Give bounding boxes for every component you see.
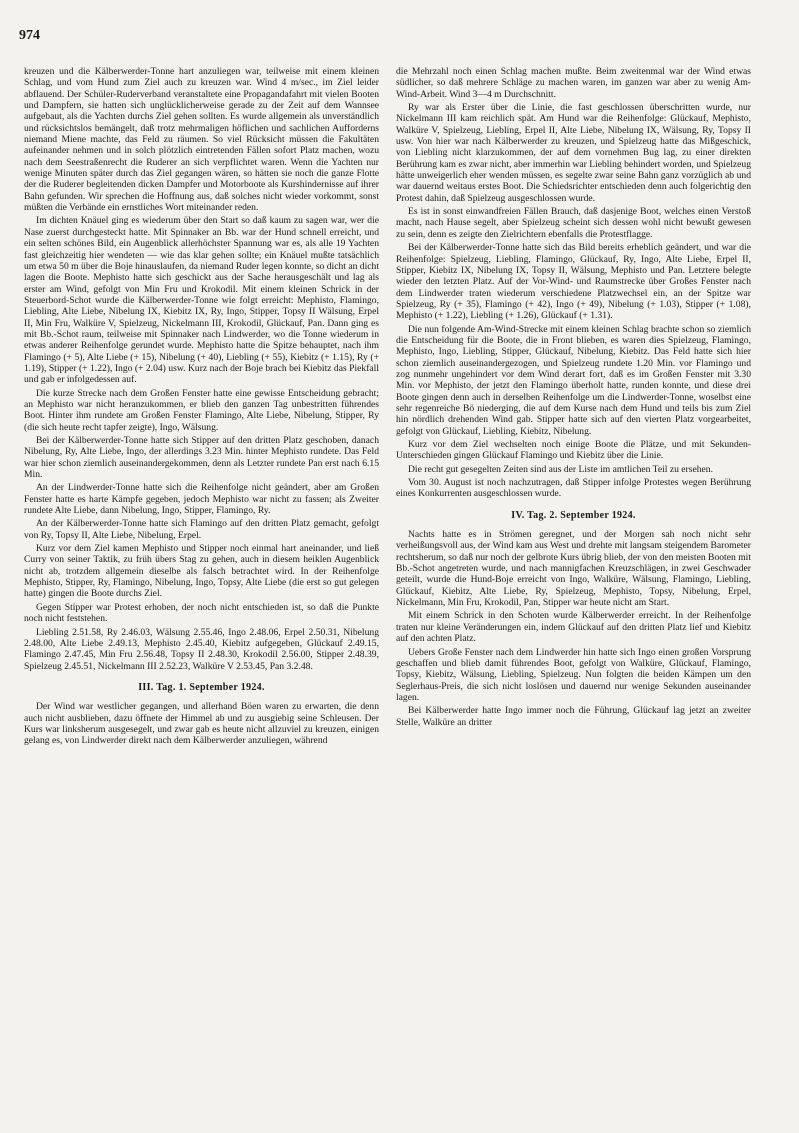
paragraph: Die nun folgende Am-Wind-Strecke mit einem kleinen Schlag brachte schon so ziemlich die Entscheidung für die Boote, die in Front blieben, es waren dies Spielzeug, Flamingo, Mephisto, Ingo, Liebling, Stipper, Glückauf, Nibelung, Kiebitz. Das Feld hatte sich hier schon ziemlich auseinandergezogen, und Spielzeug rundete 1.20 Min. vor Flamingo und zog nunmehr ungehindert vor dem Wind derart fort, daß es im Großen Fenster mit 3.30 Min. vor Mephisto, der jetzt den Flamingo überholt hatte, runden konnte, und diese drei Boote gingen denn auch in derselben Reihenfolge um die Lindwerder-Tonne, woselbst eine sehr regenreiche Bö niederging, die auf dem Kurse nach dem Hund und teils bis zum Ziel hin nördlich drehenden Wind gab. Stipper hatte sich auf den vierten Platz vorgearbeitet, gefolgt von Glückauf, Liebling, Kiebitz, Nibelung. [396, 323, 751, 437]
paragraph: Uebers Große Fenster nach dem Lindwerder hin hatte sich Ingo einen großen Vorsprung geschaffen und blieb damit führendes Boot, gefolgt von Walküre, Glückauf, Flamingo, Topsy, Kiebitz, Wälsung, Liebling, Spielzeug. Nun folgten die beiden Kämpen um den Seglerhaus-Preis, die sich nicht loslösen und dauernd nur wenige Sekunden auseinander lagen. [396, 646, 751, 703]
paragraph: An der Kälberwerder-Tonne hatte sich Flamingo auf den dritten Platz gemacht, gefolgt von Ry, Topsy II, Alte Liebe, Nibelung, Erpel. [24, 518, 379, 541]
paragraph: Kurz vor dem Ziel wechselten noch einige Boote die Plätze, und mit Sekunden-Unterschieden gingen Glückauf Flamingo und Kiebitz über die Linie. [396, 439, 751, 462]
section-heading-day-4: IV. Tag. 2. September 1924. [511, 509, 636, 521]
paragraph: Bei der Kälberwerder-Tonne hatte sich das Bild bereits erheblich geändert, und war die Reihenfolge: Spielzeug, Liebling, Flamingo, Glückauf, Ry, Ingo, Alte Liebe, Erpel II, Stipper, Kiebitz IX, Nibelung IX, Topsy II, Wälsung, Mephisto und Pan. Letztere belegte wieder den letzten Platz. Auf der Vor-Wind- und Raumstrecke über Großes Fenster nach dem Lindwerder traten wiederum verschiedene Platzwechsel ein, an der Spitze war Spielzeug, Ry (+ 35), Flamingo (+ 42), Ingo (+ 49), Nibelung (+ 1.03), Stipper (+ 1.08), Mephisto (+ 1.22), Liebling (+ 1.26), Glückauf (+ 1.31). [396, 242, 751, 322]
paragraph: Vom 30. August ist noch nachzutragen, daß Stipper infolge Protestes wegen Berührung eines Konkurrenten ausgeschlossen wurde. [396, 477, 751, 500]
results-paragraph: Liebling 2.51.58, Ry 2.46.03, Wälsung 2.55.46, Ingo 2.48.06, Erpel 2.50.31, Nibelung 2.48.00, Alte Liebe 2.49.13, Mephisto 2.45.40, Kiebitz aufgegeben, Glückauf 2.49.15, Flamingo 2.47.45, Min Fru 2.56.48, Topsy II 2.48.30, Krokodil 2.56.00, Stipper 2.48.39, Spielzeug 2.45.51, Nickelmann III 2.52.23, Walküre V 2.53.45, Pan 3.2.48. [24, 626, 379, 672]
paragraph: Ry war als Erster über die Linie, die fast geschlossen überschritten wurde, nur Nickelmann III kam reichlich spät. Am Hund war die Reihenfolge: Glückauf, Mephisto, Walküre V, Spielzeug, Liebling, Erpel II, Alte Liebe, Nibelung IX, Wälsung, Ry, Topsy II usw. Von hier war nach Kälberwerder zu kreuzen, und Spielzeug hatte das Mißgeschick, von Liebling nicht klarzukommen, der auf dem vornehmen Bug lag, zu einer direkten Berührung kam es zwar nicht, aber immerhin war Liebling behindert worden, und Spielzeug hätte unweigerlich eher wenden müssen, es segelte zwar seine Bahn ganz vorzüglich ab und war dauernd weitaus erstes Boot. Die Schiedsrichter entschieden denn auch folgerichtig den Protest dahin, daß Spielzeug ausgeschlossen wurde. [396, 102, 751, 204]
left-column [24, 66, 379, 749]
paragraph: Die kurze Strecke nach dem Großen Fenster hatte eine gewisse Entscheidung gebracht; an Mephisto war nicht heranzukommen, er blieb den ganzen Tag unbestritten führendes Boot. Hinter ihm rundete am Großen Fenster Flamingo, Alte Liebe, Nibelung, Stipper, Ry (die sich heute recht tapfer zeigte), Ingo, Wälsung. [24, 387, 379, 433]
right-column [396, 66, 751, 730]
paragraph: Bei der Kälberwerder-Tonne hatte sich Stipper auf den dritten Platz geschoben, danach Nibelung, Ry, Alte Liebe, Ingo, der allerdings 3.23 Min. hinter Mephisto rundete. Das Feld war hier schon ziemlich auseinandergekommen, denn als Letzter rundete Pan erst nach 6.15 Min. [24, 435, 379, 481]
paragraph: Es ist in sonst einwandfreien Fällen Brauch, daß dasjenige Boot, welches einen Verstoß macht, nach Hause segelt, aber Spielzeug scheint sich dessen wohl nicht bewußt gewesen zu sein, denn es zeigte den Zielrichtern ebenfalls die Protestflagge. [396, 206, 751, 240]
paragraph: Nachts hatte es in Strömen geregnet, und der Morgen sah noch nicht sehr verheißungsvoll aus, der Wind kam aus West und drehte mit langsam steigendem Barometer rechtsherum, so daß nur noch der gelbrote Kurs übrig blieb, der von den meisten Booten mit Bb.-Schot angetreten wurde, und nach mannigfachen Kreuzschlägen, in zwei Geschwader geteilt, wurde die Hund-Boje erreicht von Ingo, Walküre, Wälsung, Flamingo, Liebling, Glückauf, Kiebitz, Alte Liebe, Ry, Spielzeug, Mephisto, Topsy, Nibelung, Erpel, Nickelmann, Min Fru, Krokodil, Pan, Stipper war heute nicht am Start. [396, 529, 751, 609]
paragraph: Kurz vor dem Ziel kamen Mephisto und Stipper noch einmal hart aneinander, und ließ Curry von seiner Taktik, zu früh übers Stag zu gehen, auch in diesem heiklen Augenblick nicht ab, trotzdem allgemein dieselbe als falsch betrachtet wird. In der Reihenfolge Mephisto, Stipper, Ry, Flamingo, Nibelung, Ingo, Topsy, Alte Liebe (die erst so gut gelegen hatte) gingen die Boote durchs Ziel. [24, 543, 379, 600]
paragraph: kreuzen und die Kälberwerder-Tonne hart anzuliegen war, teilweise mit einem kleinen Schlag, und vom Hund zum Ziel auch zu kreuzen war. Wind 4 m/sec., im Ziel leider abflauend. Der Schüler-Ruderverband veranstaltete eine Propagandafahrt mit vielen Booten und Dampfern, sie hatten sich unglücklicherweise gerade zu der Zeit auf dem Wannsee aufgebaut, als die Yachten durchs Ziel gehen sollten. Es wurde allgemein als unverständlich und rücksichtslos bemängelt, daß trotz mehrmaligen höflichen und sachlichen Aufforderns niemand Miene machte, das Feld zu räumen. So viel Rücksicht müssen die Fakultäten aufeinander nehmen und in solch plötzlich eintretenden Fällen sofort Platz machen, wozu nach dem Seestraßenrecht die Ruderer an sich verpflichtet waren. Wenn die Yachten nur wenige Minuten später durch das Ziel gegangen wären, so hätten sie noch die ganze Flotte der die Ruderer begleitenden dicken Dampfer und Motorboote als Kurshindernisse auf ihrer Bahn gefunden. Wir sprechen die Hoffnung aus, daß solches nicht wieder vorkommt, sonst müßten die Verbände ein ernstliches Wort miteinander reden. [24, 66, 379, 214]
paragraph: An der Lindwerder-Tonne hatte sich die Reihenfolge nicht geändert, aber am Großen Fenster hatte es harte Kämpfe gegeben, jedoch Mephisto war nicht zu fassen; als Zweiter rundete Alte Liebe, dann Nibelung, Ingo, Stipper, Flamingo, Ry. [24, 482, 379, 517]
paragraph: die Mehrzahl noch einen Schlag machen mußte. Beim zweitenmal war der Wind etwas südlicher, so daß mehrere Schläge zu machen waren, im ganzen war aber zu wenig Am-Wind-Arbeit. Wind 3—4 m Durchschnitt. [396, 66, 751, 100]
section-heading-day-3: III. Tag. 1. September 1924. [138, 681, 265, 693]
paragraph: Der Wind war westlicher gegangen, und allerhand Böen waren zu erwarten, die denn auch nicht ausblieben, dazu öffnete der Himmel ab und zu ausgiebig seine Schleusen. Der Kurs war linksherum ausgesegelt, und zwar gab es heute nicht allzuviel zu kreuzen, einigen gelang es, von Lindwerder direkt nach dem Kälberwerder anzuliegen, während [24, 701, 379, 747]
paragraph: Bei Kälberwerder hatte Ingo immer noch die Führung, Glückauf lag jetzt an zweiter Stelle, Walküre an dritter [396, 705, 751, 728]
paragraph: Im dichten Knäuel ging es wiederum über den Start so daß kaum zu sagen war, wer die Nase zuerst durchgesteckt hatte. Mit Spinnaker an Bb. war der Hund schnell erreicht, und ein selten schönes Bild, ein Augenblick allerhöchster Spannung war es, als alle 19 Yachten fast gleichzeitig hier wendeten — wie das klar gehen sollte; ein Knäuel mußte tatsächlich um etwa 50 m über die Boje hinauslaufen, da niemand Ruder legen konnte, so dicht an dicht lagen die Boote. Mephisto hatte sich geschickt aus der Sache herausgeschält und lag als erster am Wind, gefolgt von Min Fru und Krokodil. Mit einem kleinen Schrick in der Steuerbord-Schot wurde die Kälberwerder-Tonne wie folgt erreicht: Mephisto, Flamingo, Liebling, Alte Liebe, Nibelung IX, Kiebitz IX, Ry, Ingo, Stipper, Topsy II Wälsung, Erpel II, Min Fru, Walküre V, Spielzeug, Nickelmann III, Krokodil, Glückauf, Pan. Dann ging es mit Bb.-Schot raum, teilweise mit Spinnaker nach Lindwerder, wo die Tonne wiederum in etwas anderer Reihenfolge gerundet wurde. Mephisto hatte die Spitze behauptet, nach ihm Flamingo (+ 5), Alte Liebe (+ 15), Nibelung (+ 40), Liebling (+ 55), Kiebitz (+ 1.15), Ry (+ 1.19), Stipper (+ 1.22), Ingo (+ 2.04) usw. Kurz nach der Boje brach bei Kiebitz das Piekfall und gab er infolgedessen auf. [24, 215, 379, 386]
paragraph: Mit einem Schrick in den Schoten wurde Kälberwerder erreicht. In der Reihenfolge traten nur kleine Veränderungen ein, indem Glückauf auf den dritten Platz lief und Kiebitz auf den achten Platz. [396, 610, 751, 645]
page-number: 974 [19, 28, 40, 43]
paragraph: Die recht gut gesegelten Zeiten sind aus der Liste im amtlichen Teil zu ersehen. [408, 463, 713, 475]
paragraph: Gegen Stipper war Protest erhoben, der noch nicht entschieden ist, so daß die Punkte noch nicht feststehen. [24, 601, 379, 625]
